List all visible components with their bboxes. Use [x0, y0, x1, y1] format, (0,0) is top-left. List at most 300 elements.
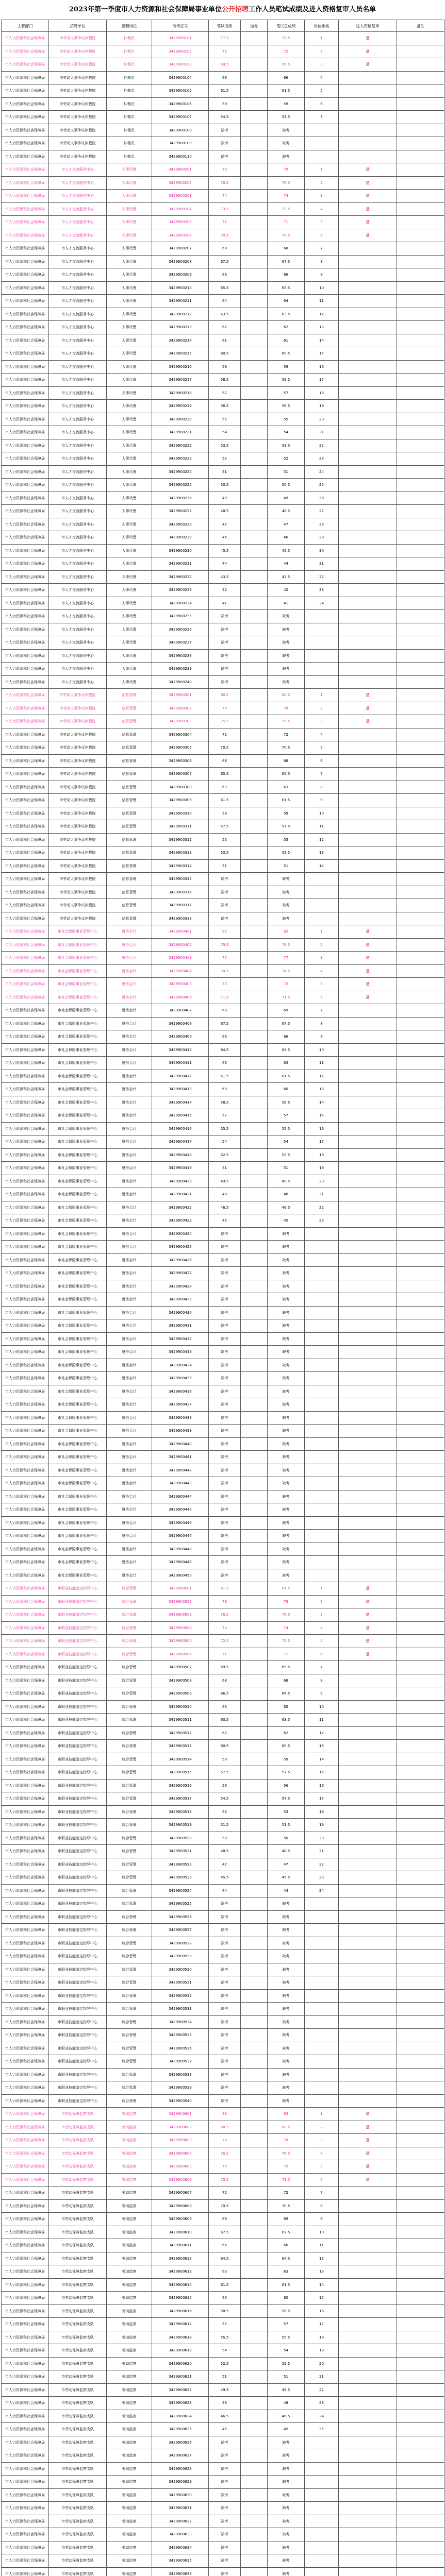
cell-position: 劳动监察 [107, 2528, 152, 2541]
cell-department: 市人力资源和社会保障局 [2, 1136, 49, 1149]
cell-rank [305, 1241, 339, 1254]
cell-total-score: 52.5 [268, 1148, 305, 1162]
cell-position: 财务会计 [107, 1043, 152, 1057]
cell-unit: 市劳动保障监察支队 [49, 2213, 107, 2226]
cell-ticket-number: 3429900440 [152, 1437, 209, 1451]
cell-unit: 市劳动人事争议仲裁院 [49, 689, 107, 702]
cell-review: 是 [339, 715, 397, 728]
cell-written-score: 缺考 [209, 2436, 241, 2449]
cell-total-score: 缺考 [268, 1910, 305, 1924]
table-row [2, 2476, 444, 2489]
cell-ticket-number: 3429900537 [152, 2055, 209, 2069]
cell-position: 人事代理 [107, 400, 152, 413]
cell-bonus [241, 2042, 268, 2055]
cell-review [339, 2292, 397, 2305]
cell-written-score: 63 [209, 781, 241, 794]
table-row [2, 2357, 444, 2370]
cell-ticket-number: 3429900229 [152, 531, 209, 545]
table-row [2, 1779, 444, 1792]
cell-bonus [241, 1740, 268, 1753]
cell-unit: 市劳动保障监察支队 [49, 2541, 107, 2554]
table-row [2, 1346, 444, 1359]
cell-rank [305, 1503, 339, 1517]
cell-unit: 市社会保险事业管理中心 [49, 1096, 107, 1109]
cell-remark [397, 1595, 444, 1608]
cell-rank [305, 1490, 339, 1503]
cell-department: 市人力资源和社会保障局 [2, 1057, 49, 1070]
cell-bonus [241, 1661, 268, 1674]
cell-review: 是 [339, 1635, 397, 1648]
cell-rank [305, 2003, 339, 2016]
cell-bonus [241, 1937, 268, 1950]
cell-review [339, 1937, 397, 1950]
cell-ticket-number: 3429900610 [152, 2226, 209, 2239]
table-row [2, 1950, 444, 1963]
cell-total-score: 46.5 [268, 2410, 305, 2423]
cell-written-score: 59 [209, 97, 241, 111]
cell-bonus [241, 2252, 268, 2265]
cell-written-score: 46 [209, 531, 241, 545]
cell-written-score: 75 [209, 2160, 241, 2174]
table-row [2, 1674, 444, 1687]
cell-unit: 市劳动保障监察支队 [49, 2436, 107, 2449]
cell-rank: 20 [305, 1175, 339, 1188]
cell-remark [397, 1057, 444, 1070]
cell-ticket-number: 3429900507 [152, 1661, 209, 1674]
cell-bonus [241, 2423, 268, 2436]
cell-department: 市人力资源和社会保障局 [2, 2410, 49, 2423]
cell-remark [397, 202, 444, 216]
cell-bonus [241, 1582, 268, 1596]
cell-total-score: 70.5 [268, 229, 305, 242]
cell-remark [397, 2160, 444, 2174]
cell-unit: 市劳动人事争议仲裁院 [49, 58, 107, 72]
cell-unit: 市人才交流服务中心 [49, 636, 107, 650]
cell-bonus [241, 2187, 268, 2200]
cell-ticket-number: 3429900411 [152, 1057, 209, 1070]
table-row [2, 728, 444, 741]
table-row [2, 479, 444, 492]
cell-total-score: 61.5 [268, 1070, 305, 1083]
cell-written-score: 65.5 [209, 281, 241, 295]
cell-unit: 市职业技能鉴定指导中心 [49, 1910, 107, 1924]
cell-ticket-number: 3429900408 [152, 1017, 209, 1030]
cell-rank: 17 [305, 2318, 339, 2331]
cell-department: 市人力资源和社会保障局 [2, 1569, 49, 1582]
cell-unit: 市劳动保障监察支队 [49, 2187, 107, 2200]
cell-review [339, 1924, 397, 1937]
cell-ticket-number: 3429900416 [152, 1122, 209, 1136]
table-row [2, 938, 444, 952]
cell-total-score: 49 [268, 492, 305, 505]
cell-total-score: 缺考 [268, 912, 305, 925]
cell-position: 财务会计 [107, 1411, 152, 1425]
cell-position: 信息管理 [107, 754, 152, 768]
cell-position: 劳动监察 [107, 2213, 152, 2226]
table-row [2, 1884, 444, 1897]
cell-remark [397, 2528, 444, 2541]
cell-total-score: 50.5 [268, 479, 305, 492]
table-row [2, 649, 444, 663]
table-row [2, 1661, 444, 1674]
table-row [2, 1122, 444, 1136]
table-row [2, 1910, 444, 1924]
cell-written-score: 42 [209, 584, 241, 597]
cell-position: 劳动监察 [107, 2502, 152, 2515]
cell-position: 信息管理 [107, 794, 152, 807]
cell-bonus [241, 1726, 268, 1740]
cell-total-score: 79.5 [268, 938, 305, 952]
cell-rank: 24 [305, 2410, 339, 2423]
cell-total-score: 58.5 [268, 374, 305, 387]
cell-total-score: 缺考 [268, 2567, 305, 2576]
cell-ticket-number: 3429900523 [152, 1871, 209, 1885]
cell-ticket-number: 3429900421 [152, 1188, 209, 1201]
cell-department: 市人力资源和社会保障局 [2, 689, 49, 702]
cell-bonus [241, 1306, 268, 1319]
cell-ticket-number: 3429900238 [152, 649, 209, 663]
cell-total-score: 51 [268, 859, 305, 873]
cell-ticket-number: 3429900616 [152, 2304, 209, 2318]
cell-department: 市人力资源和社会保障局 [2, 2449, 49, 2463]
cell-remark [397, 1687, 444, 1701]
cell-written-score: 缺考 [209, 2476, 241, 2489]
cell-review [339, 1950, 397, 1963]
cell-review [339, 1897, 397, 1911]
cell-review [339, 1700, 397, 1714]
cell-written-score: 63.5 [209, 1714, 241, 1727]
cell-written-score: 54 [209, 1136, 241, 1149]
cell-written-score: 52.5 [209, 2357, 241, 2370]
cell-review: 是 [339, 702, 397, 715]
cell-total-score: 67.5 [268, 255, 305, 268]
cell-position: 财务会计 [107, 925, 152, 939]
cell-ticket-number: 3429900106 [152, 97, 209, 111]
cell-department: 市人力资源和社会保障局 [2, 2199, 49, 2213]
header-total-score: 笔试总成绩 [268, 20, 305, 32]
cell-ticket-number: 3429900604 [152, 2147, 209, 2160]
cell-written-score: 72.5 [209, 1635, 241, 1648]
cell-bonus [241, 1253, 268, 1267]
cell-position: 财务会计 [107, 978, 152, 991]
cell-bonus [241, 1989, 268, 2003]
cell-ticket-number: 3429900524 [152, 1884, 209, 1897]
cell-department: 市人力资源和社会保障局 [2, 2476, 49, 2489]
cell-bonus [241, 308, 268, 321]
cell-review [339, 2462, 397, 2476]
cell-bonus [241, 1319, 268, 1333]
cell-ticket-number: 3429900535 [152, 2029, 209, 2042]
cell-position: 仲裁员 [107, 84, 152, 98]
cell-review [339, 1556, 397, 1569]
cell-written-score: 缺考 [209, 1503, 241, 1517]
cell-review [339, 518, 397, 531]
cell-unit: 市职业技能鉴定指导中心 [49, 2094, 107, 2108]
cell-rank [305, 873, 339, 886]
cell-review [339, 1477, 397, 1490]
cell-department: 市人力资源和社会保障局 [2, 150, 49, 163]
table-row [2, 1070, 444, 1083]
cell-bonus [241, 268, 268, 282]
cell-unit: 市社会保险事业管理中心 [49, 1490, 107, 1503]
cell-department: 市人力资源和社会保障局 [2, 1543, 49, 1556]
table-row [2, 741, 444, 755]
cell-remark [397, 833, 444, 846]
table-row [2, 663, 444, 676]
cell-review: 是 [339, 1608, 397, 1622]
cell-review [339, 1490, 397, 1503]
cell-ticket-number: 3429900522 [152, 1858, 209, 1871]
cell-department: 市人力资源和社会保障局 [2, 1621, 49, 1635]
cell-department: 市人力资源和社会保障局 [2, 2541, 49, 2554]
table-row [2, 268, 444, 282]
cell-department: 市人力资源和社会保障局 [2, 1976, 49, 1990]
cell-total-score: 57 [268, 2318, 305, 2331]
cell-written-score: 56 [209, 1779, 241, 1792]
cell-position: 信息管理 [107, 768, 152, 781]
cell-remark [397, 1989, 444, 2003]
cell-unit: 市人才交流服务中心 [49, 675, 107, 689]
cell-review [339, 1253, 397, 1267]
cell-remark [397, 531, 444, 545]
cell-department: 市人力资源和社会保障局 [2, 2134, 49, 2147]
cell-position: 综合管理 [107, 1608, 152, 1622]
cell-unit: 市社会保险事业管理中心 [49, 1332, 107, 1346]
cell-review [339, 2344, 397, 2358]
cell-position: 财务会计 [107, 1319, 152, 1333]
cell-ticket-number: 3429900414 [152, 1096, 209, 1109]
cell-review [339, 899, 397, 912]
cell-rank [305, 2081, 339, 2095]
cell-ticket-number: 3429900439 [152, 1425, 209, 1438]
cell-total-score: 60 [268, 1083, 305, 1096]
cell-department: 市人力资源和社会保障局 [2, 807, 49, 820]
cell-remark [397, 886, 444, 899]
cell-rank: 8 [305, 2199, 339, 2213]
cell-position: 财务会计 [107, 1083, 152, 1096]
cell-unit: 市劳动人事争议仲裁院 [49, 912, 107, 925]
cell-rank: 13 [305, 1740, 339, 1753]
cell-bonus [241, 952, 268, 965]
cell-total-score: 缺考 [268, 1516, 305, 1530]
cell-position: 人事代理 [107, 347, 152, 361]
cell-written-score: 51 [209, 2370, 241, 2384]
cell-department: 市人力资源和社会保障局 [2, 728, 49, 741]
cell-review [339, 544, 397, 557]
cell-department: 市人力资源和社会保障局 [2, 1346, 49, 1359]
cell-rank: 11 [305, 1714, 339, 1727]
cell-ticket-number: 3429900444 [152, 1490, 209, 1503]
cell-total-score: 缺考 [268, 663, 305, 676]
table-row [2, 597, 444, 610]
cell-unit: 市职业技能鉴定指导中心 [49, 2015, 107, 2029]
cell-review [339, 1241, 397, 1254]
cell-review: 是 [339, 216, 397, 229]
cell-remark [397, 2187, 444, 2200]
cell-written-score: 缺考 [209, 1963, 241, 1976]
cell-written-score: 63.5 [209, 308, 241, 321]
cell-ticket-number: 3429900312 [152, 833, 209, 846]
cell-written-score: 45.5 [209, 1871, 241, 1885]
cell-bonus [241, 321, 268, 334]
cell-bonus [241, 505, 268, 518]
cell-remark [397, 1819, 444, 1832]
cell-written-score: 61.5 [209, 2278, 241, 2292]
cell-total-score: 45.5 [268, 544, 305, 557]
cell-position: 劳动监察 [107, 2567, 152, 2576]
cell-position: 信息管理 [107, 899, 152, 912]
cell-department: 市人力资源和社会保障局 [2, 899, 49, 912]
cell-department: 市人力资源和社会保障局 [2, 1293, 49, 1307]
cell-total-score: 缺考 [268, 2029, 305, 2042]
cell-review [339, 1070, 397, 1083]
cell-bonus [241, 1057, 268, 1070]
cell-department: 市人力资源和社会保障局 [2, 1030, 49, 1044]
cell-total-score: 61 [268, 334, 305, 347]
cell-department: 市人力资源和社会保障局 [2, 1753, 49, 1766]
table-row [2, 1516, 444, 1530]
cell-bonus [241, 1162, 268, 1175]
table-row [2, 899, 444, 912]
cell-bonus [241, 58, 268, 72]
cell-bonus [241, 492, 268, 505]
cell-remark [397, 229, 444, 242]
cell-rank: 12 [305, 308, 339, 321]
cell-bonus [241, 163, 268, 177]
cell-total-score: 55.5 [268, 1122, 305, 1136]
cell-review [339, 570, 397, 584]
cell-written-score: 44 [209, 1884, 241, 1897]
cell-bonus [241, 1543, 268, 1556]
cell-total-score: 53 [268, 1805, 305, 1819]
cell-total-score: 75.5 [268, 715, 305, 728]
cell-total-score: 64 [268, 295, 305, 308]
cell-rank: 23 [305, 1871, 339, 1885]
cell-written-score: 69 [209, 2213, 241, 2226]
cell-unit: 市人才交流服务中心 [49, 492, 107, 505]
cell-department: 市人力资源和社会保障局 [2, 531, 49, 545]
cell-review [339, 1464, 397, 1477]
table-row [2, 2081, 444, 2095]
cell-position: 财务会计 [107, 1122, 152, 1136]
cell-ticket-number: 3429900446 [152, 1516, 209, 1530]
cell-unit: 市劳动保障监察支队 [49, 2423, 107, 2436]
cell-review [339, 1162, 397, 1175]
cell-written-score: 缺考 [209, 1437, 241, 1451]
cell-department: 市人力资源和社会保障局 [2, 2502, 49, 2515]
cell-written-score: 49.5 [209, 2383, 241, 2397]
cell-bonus [241, 1963, 268, 1976]
cell-review [339, 1766, 397, 1780]
cell-department: 市人力资源和社会保障局 [2, 1477, 49, 1490]
cell-review: 是 [339, 45, 397, 58]
cell-review [339, 1201, 397, 1214]
cell-total-score: 59 [268, 807, 305, 820]
cell-position: 财务会计 [107, 1556, 152, 1569]
cell-remark [397, 2462, 444, 2476]
cell-remark [397, 1372, 444, 1385]
table-row [2, 1227, 444, 1241]
cell-department: 市人力资源和社会保障局 [2, 1661, 49, 1674]
cell-bonus [241, 2068, 268, 2081]
cell-ticket-number: 3429900311 [152, 820, 209, 834]
cell-review [339, 584, 397, 597]
cell-department: 市人力资源和社会保障局 [2, 715, 49, 728]
cell-remark [397, 2265, 444, 2279]
table-row [2, 2410, 444, 2423]
cell-written-score: 79.5 [209, 938, 241, 952]
cell-remark [397, 2567, 444, 2576]
cell-remark [397, 2278, 444, 2292]
cell-written-score: 72 [209, 2187, 241, 2200]
cell-department: 市人力资源和社会保障局 [2, 360, 49, 374]
cell-department: 市人力资源和社会保障局 [2, 2357, 49, 2370]
cell-review [339, 2502, 397, 2515]
cell-total-score: 缺考 [268, 2488, 305, 2502]
cell-remark [397, 465, 444, 479]
cell-remark [397, 689, 444, 702]
cell-remark [397, 163, 444, 177]
cell-total-score: 缺考 [268, 1963, 305, 1976]
cell-unit: 市劳动保障监察支队 [49, 2476, 107, 2489]
cell-department: 市人力资源和社会保障局 [2, 1950, 49, 1963]
cell-written-score: 缺考 [209, 2515, 241, 2528]
cell-rank: 7 [305, 768, 339, 781]
cell-ticket-number: 3429900101 [152, 32, 209, 45]
cell-department: 市人力资源和社会保障局 [2, 1306, 49, 1319]
cell-total-score: 67.5 [268, 2226, 305, 2239]
table-row [2, 163, 444, 177]
cell-written-score: 缺考 [209, 1490, 241, 1503]
cell-department: 市人力资源和社会保障局 [2, 584, 49, 597]
cell-department: 市人力资源和社会保障局 [2, 1332, 49, 1346]
cell-department: 市人力资源和社会保障局 [2, 386, 49, 400]
cell-total-score: 缺考 [268, 2094, 305, 2108]
cell-position: 人事代理 [107, 334, 152, 347]
cell-remark [397, 570, 444, 584]
cell-total-score: 78 [268, 702, 305, 715]
cell-rank: 14 [305, 1753, 339, 1766]
table-row [2, 2383, 444, 2397]
cell-total-score: 缺考 [268, 1897, 305, 1911]
cell-ticket-number: 3429900306 [152, 754, 209, 768]
cell-department: 市人力资源和社会保障局 [2, 1148, 49, 1162]
document-title [0, 0, 445, 20]
cell-remark [397, 1253, 444, 1267]
table-row [2, 557, 444, 571]
cell-position: 人事代理 [107, 163, 152, 177]
cell-unit: 市职业技能鉴定指导中心 [49, 1635, 107, 1648]
cell-bonus [241, 2055, 268, 2069]
cell-review [339, 2370, 397, 2384]
cell-unit: 市社会保险事业管理中心 [49, 1253, 107, 1267]
cell-department: 市人力资源和社会保障局 [2, 781, 49, 794]
cell-rank: 10 [305, 281, 339, 295]
cell-bonus [241, 2213, 268, 2226]
cell-total-score: 74.5 [268, 964, 305, 978]
cell-position: 人事代理 [107, 439, 152, 452]
cell-written-score: 61.5 [209, 84, 241, 98]
cell-review [339, 124, 397, 137]
cell-remark [397, 1425, 444, 1438]
cell-total-score: 71 [268, 1648, 305, 1661]
cell-remark [397, 636, 444, 650]
cell-rank: 8 [305, 255, 339, 268]
cell-bonus [241, 479, 268, 492]
cell-review [339, 2331, 397, 2344]
cell-department: 市人力资源和社会保障局 [2, 2029, 49, 2042]
cell-remark [397, 137, 444, 150]
